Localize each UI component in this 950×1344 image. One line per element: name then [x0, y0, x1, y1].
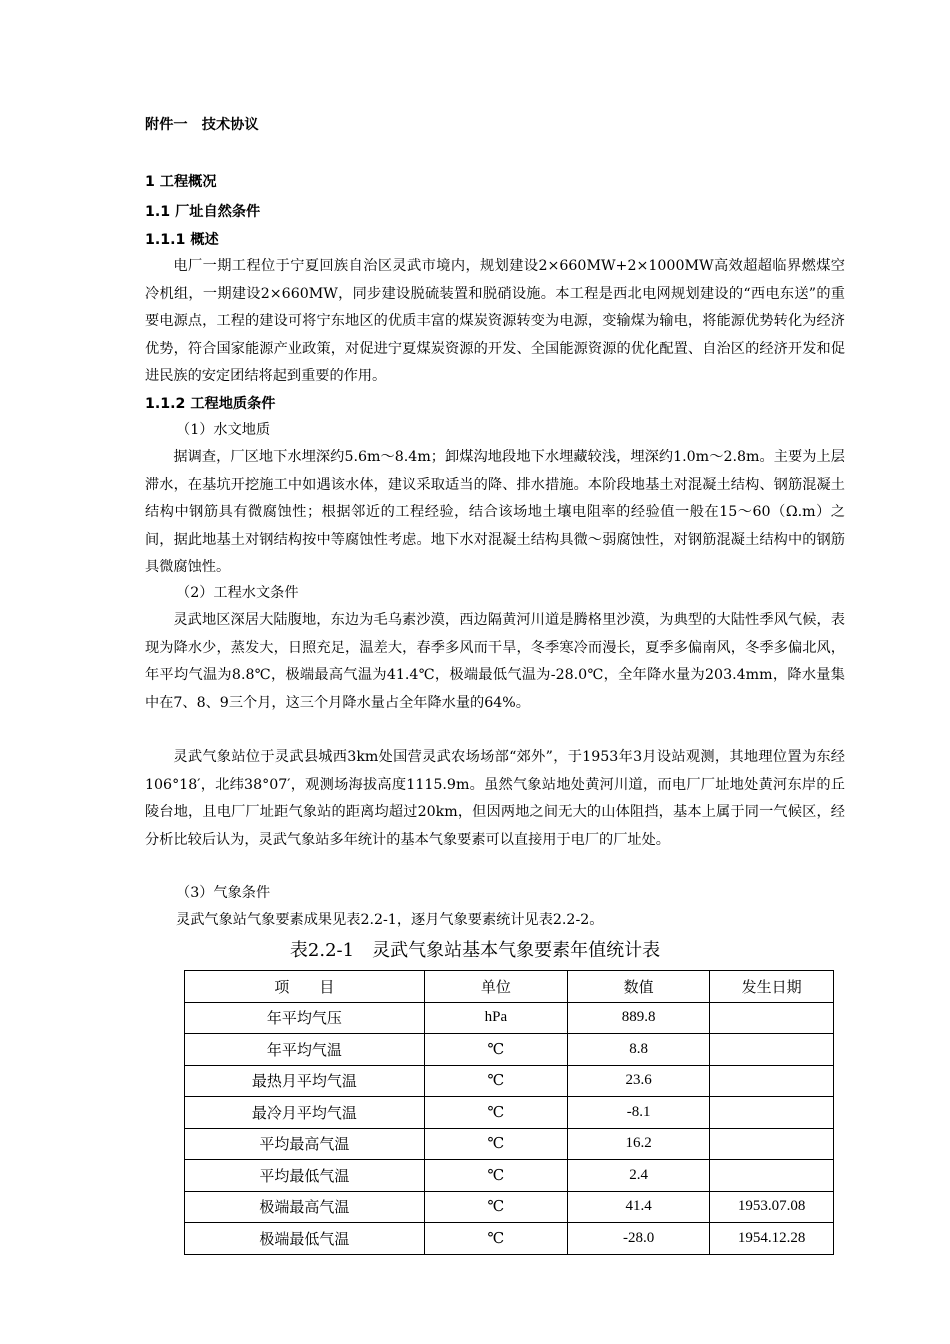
cell-date	[710, 1065, 834, 1097]
cell-value: -28.0	[568, 1223, 710, 1255]
table-row	[185, 1065, 834, 1097]
cell-item: 最冷月平均气温	[185, 1097, 425, 1129]
cell-date	[710, 1002, 834, 1034]
table-row	[185, 1034, 834, 1066]
subsection-meteorology-title: （3）气象条件	[176, 885, 271, 901]
overview-paragraph: 电厂一期工程位于宁夏回族自治区灵武市境内，规划建设2×660MW+2×1000MW高效超超临界燃煤空冷机组，一期建设2×660MW，同步建设脱硫装置和脱硝设施。本工程是西北电网规划建设的“西电东送”的重要电源点，工程的建设可将宁东地区的优质丰富的煤炭资源转变为电源，变输煤为输电，将能源优势转化为经济优势，符合国家能源产业政策，对促进宁夏煤炭资源的开发、全国能源资源的优化配置、自治区的经济开发和促进民族的安定团结将起到重要的作用。	[145, 258, 845, 384]
cell-date	[710, 1034, 834, 1066]
column-header-item: 项 目	[185, 971, 425, 1003]
cell-value: 23.6	[568, 1065, 710, 1097]
cell-value: 41.4	[568, 1191, 710, 1223]
cell-date: 1954.12.28	[710, 1223, 834, 1255]
cell-item: 极端最高气温	[185, 1191, 425, 1223]
cell-date	[710, 1128, 834, 1160]
cell-value: 889.8	[568, 1002, 710, 1034]
column-header-value: 数值	[568, 971, 710, 1003]
table-row	[185, 1223, 834, 1255]
table-row	[185, 1097, 834, 1129]
cell-item: 最热月平均气温	[185, 1065, 425, 1097]
cell-value: 2.4	[568, 1160, 710, 1192]
table-row	[185, 1191, 834, 1223]
table-row	[185, 1002, 834, 1034]
table-header-row	[185, 971, 834, 1003]
cell-unit: ℃	[424, 1128, 567, 1160]
cell-value: 8.8	[568, 1034, 710, 1066]
subsection-hydrogeology-title: （1）水文地质	[176, 422, 271, 438]
cell-date	[710, 1160, 834, 1192]
cell-unit: ℃	[424, 1034, 567, 1066]
cell-item: 极端最低气温	[185, 1223, 425, 1255]
section-heading-1-1: 1.1 厂址自然条件	[145, 204, 261, 220]
cell-unit: hPa	[424, 1002, 567, 1034]
cell-unit: ℃	[424, 1065, 567, 1097]
cell-date	[710, 1097, 834, 1129]
meteorological-stats-table	[184, 970, 834, 1255]
cell-unit: ℃	[424, 1191, 567, 1223]
column-header-date: 发生日期	[710, 971, 834, 1003]
hydrology-paragraph-1: 灵武地区深居大陆腹地，东边为毛乌素沙漠，西边隔黄河川道是腾格里沙漠，为典型的大陆性季风气候，表现为降水少，蒸发大，日照充足，温差大，春季多风而干旱，冬季寒冷而漫长，夏季多偏南风，冬季多偏北风，年平均气温为8.8℃，极端最高气温为41.4℃，极端最低气温为-28.0℃，全年降水量为203.4mm，降水量集中在7、8、9三个月，这三个月降水量占全年降水量的64%。	[145, 612, 845, 711]
table-row	[185, 1160, 834, 1192]
meteorology-paragraph: 灵武气象站气象要素成果见表2.2-1，逐月气象要素统计见表2.2-2。	[176, 912, 604, 928]
cell-date: 1953.07.08	[710, 1191, 834, 1223]
cell-unit: ℃	[424, 1160, 567, 1192]
cell-item: 年平均气温	[185, 1034, 425, 1066]
column-header-unit: 单位	[424, 971, 567, 1003]
table-caption: 表2.2-1 灵武气象站基本气象要素年值统计表	[289, 940, 661, 961]
table-row	[185, 1128, 834, 1160]
section-heading-1-1-1: 1.1.1 概述	[145, 232, 219, 248]
hydrogeology-paragraph: 据调查，厂区地下水埋深约5.6m～8.4m；卸煤沟地段地下水埋藏较浅，埋深约1.0m～2.8m。主要为上层滞水，在基坑开挖施工中如遇该水体，建议采取适当的降、排水措施。本阶段地基土对混凝土结构、钢筋混凝土结构中钢筋具有微腐蚀性；根据邻近的工程经验，结合该场地土壤电阻率的经验值一般在15～60（Ω.m）之间，据此地基土对钢结构按中等腐蚀性考虑。地下水对混凝土结构具微～弱腐蚀性，对钢筋混凝土结构中的钢筋具微腐蚀性。	[145, 449, 845, 575]
subsection-hydrology-title: （2）工程水文条件	[176, 585, 299, 601]
cell-item: 平均最低气温	[185, 1160, 425, 1192]
hydrology-paragraph-2: 灵武气象站位于灵武县城西3km处国营灵武农场场部“郊外”，于1953年3月设站观测，其地理位置为东经106°18′，北纬38°07′，观测场海拔高度1115.9m。虽然气象站地处黄河川道，而电厂厂址地处黄河东岸的丘陵台地，且电厂厂址距气象站的距离均超过20km，但因两地之间无大的山体阻挡，基本上属于同一气候区，经分析比较后认为，灵武气象站多年统计的基本气象要素可以直接用于电厂的厂址处。	[145, 749, 845, 848]
attachment-title: 附件一 技术协议	[145, 117, 259, 133]
cell-unit: ℃	[424, 1223, 567, 1255]
cell-unit: ℃	[424, 1097, 567, 1129]
cell-item: 年平均气压	[185, 1002, 425, 1034]
cell-item: 平均最高气温	[185, 1128, 425, 1160]
section-heading-1: 1 工程概况	[145, 174, 217, 190]
cell-value: 16.2	[568, 1128, 710, 1160]
section-heading-1-1-2: 1.1.2 工程地质条件	[145, 396, 276, 412]
cell-value: -8.1	[568, 1097, 710, 1129]
